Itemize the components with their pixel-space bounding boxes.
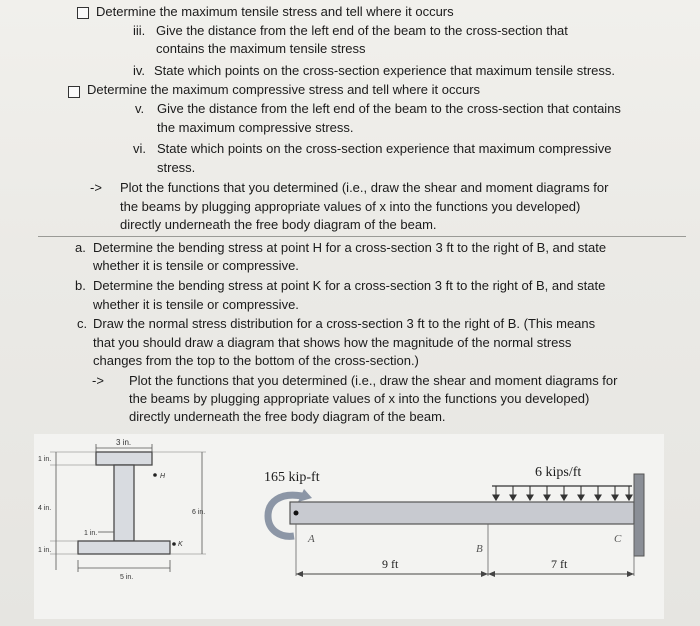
span-AB-label: 9 ft xyxy=(382,557,399,571)
plot-instruction-2-line2: the beams by plugging appropriate values of x into the functions you developed) xyxy=(129,391,590,406)
plot-instruction-1-line1: Plot the functions that you determined (i.e., draw the shear and moment diagrams for xyxy=(120,180,609,195)
load-arrows xyxy=(493,486,632,500)
item-iii-line2: contains the maximum tensile stress xyxy=(156,41,366,56)
checkbox-tensile[interactable] xyxy=(77,7,89,19)
item-iv-text: State which points on the cross-section experience that maximum tensile stress. xyxy=(154,63,615,78)
fixed-wall xyxy=(634,474,644,556)
point-K-label: K xyxy=(178,541,183,548)
item-c-label: c. xyxy=(77,316,88,331)
section-divider xyxy=(38,236,686,237)
dim-right-label: 6 in. xyxy=(192,509,206,516)
bottom-flange xyxy=(78,541,170,554)
item-c-line1: Draw the normal stress distribution for a cross-section 3 ft to the right of B. (This means xyxy=(93,316,596,331)
web xyxy=(114,465,134,541)
item-c-line2: that you should draw a diagram that shows how the magnitude of the normal stress xyxy=(93,335,572,350)
item-a-line2: whether it is tensile or compressive. xyxy=(93,258,299,273)
dim-web-label: 1 in. xyxy=(84,530,98,537)
plot-instruction-1-line3: directly underneath the free body diagram of the beam. xyxy=(120,217,437,232)
item-iv-number: iv. xyxy=(133,63,146,78)
point-K-marker xyxy=(172,542,176,546)
item-v-line2: the maximum compressive stress. xyxy=(157,120,354,135)
dim-bottom-label: 5 in. xyxy=(120,574,134,581)
plot-instruction-2-line3: directly underneath the free body diagram of the beam. xyxy=(129,409,446,424)
plot-instruction-1-line2: the beams by plugging appropriate values of x into the functions you developed) xyxy=(120,199,581,214)
item-b-line1: Determine the bending stress at point K for a cross-section 3 ft to the right of B, and state xyxy=(93,278,606,293)
arrow-marker-1: -> xyxy=(90,180,102,195)
point-B-label: B xyxy=(476,543,483,555)
item-a-label: a. xyxy=(75,240,86,255)
cross-section-figure xyxy=(34,434,224,619)
point-H-label: H xyxy=(160,473,166,480)
item-vi-line1: State which points on the cross-section experience that maximum compressive xyxy=(157,141,612,156)
question-compressive: Determine the maximum compressive stress and tell where it occurs xyxy=(87,82,481,97)
point-H-marker xyxy=(153,473,157,477)
point-A-label: A xyxy=(308,533,315,545)
item-v-line1: Give the distance from the left end of the beam to the cross-section that contains xyxy=(157,101,621,116)
beam-left-end-marker xyxy=(294,511,299,516)
dim-left-top-label: 1 in. xyxy=(38,456,52,463)
item-vi-line2: stress. xyxy=(157,160,196,175)
item-vi-number: vi. xyxy=(133,141,146,156)
question-tensile: Determine the maximum tensile stress and tell where it occurs xyxy=(96,4,454,19)
top-flange xyxy=(96,452,152,465)
arrow-marker-2: -> xyxy=(92,373,104,388)
item-a-line1: Determine the bending stress at point H for a cross-section 3 ft to the right of B, and state xyxy=(93,240,607,255)
item-iii-line1: Give the distance from the left end of the beam to the cross-section that xyxy=(156,23,568,38)
item-iii-number: iii. xyxy=(133,23,146,38)
dim-left-bot-label: 1 in. xyxy=(38,547,52,554)
dim-left-mid-label: 4 in. xyxy=(38,505,52,512)
item-c-line3: changes from the top to the bottom of the cross-section.) xyxy=(93,353,419,368)
beam-diagram xyxy=(250,456,660,590)
point-C-label: C xyxy=(614,533,622,545)
load-label: 6 kips/ft xyxy=(535,465,582,480)
item-v-number: v. xyxy=(135,101,145,116)
item-b-label: b. xyxy=(75,278,86,293)
beam-body xyxy=(290,502,634,524)
moment-label: 165 kip-ft xyxy=(264,470,320,485)
plot-instruction-2-line1: Plot the functions that you determined (i.e., draw the shear and moment diagrams for xyxy=(129,373,618,388)
dim-top-label: 3 in. xyxy=(116,438,132,447)
checkbox-compressive[interactable] xyxy=(68,86,80,98)
item-b-line2: whether it is tensile or compressive. xyxy=(93,297,299,312)
span-BC-label: 7 ft xyxy=(551,557,568,571)
